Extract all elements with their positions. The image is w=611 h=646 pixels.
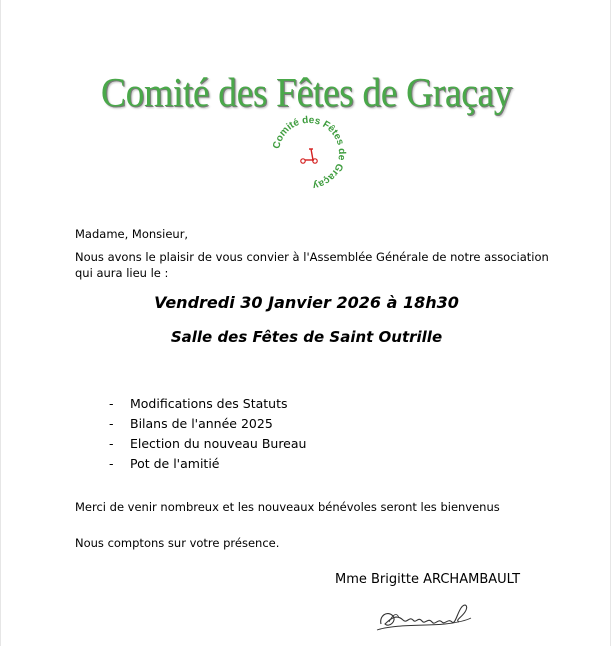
agenda-item-label: Election du nouveau Bureau [130,436,307,451]
agenda-item-label: Pot de l'amitié [130,456,220,471]
agenda-item [109,434,306,454]
event-place: Salle des Fêtes de Saint Outrille [170,328,443,346]
scooter-icon [301,149,317,163]
agenda-list [109,394,306,474]
logo-ring-text: Comité des Fêtes de Graçay [271,114,348,191]
closing-line-1: Merci de venir nombreux et les nouveaux bénévoles seront les bienvenus [75,500,500,514]
association-logo [269,113,349,193]
list-dash: - [109,456,114,471]
salutation: Madame, Monsieur, [75,227,189,241]
list-dash: - [109,396,114,411]
page-title: Comité des Fêtes de Graçay [100,69,513,115]
intro-paragraph: Nous avons le plaisir de vous convier à l'Assemblée Générale de notre association qui aura lieu le : [75,250,549,280]
agenda-item-label: Modifications des Statuts [130,396,288,411]
agenda-item [109,414,306,434]
agenda-item-label: Bilans de l'année 2025 [130,416,273,431]
list-dash: - [109,416,114,431]
event-date: Vendredi 30 Janvier 2026 à 18h30 [154,293,459,312]
signer-name: Mme Brigitte ARCHAMBAULT [335,572,521,587]
closing-line-2: Nous comptons sur votre présence. [75,536,280,550]
handwritten-signature [375,594,475,636]
agenda-item [109,394,306,414]
list-dash: - [109,436,114,451]
agenda-item [109,454,306,474]
